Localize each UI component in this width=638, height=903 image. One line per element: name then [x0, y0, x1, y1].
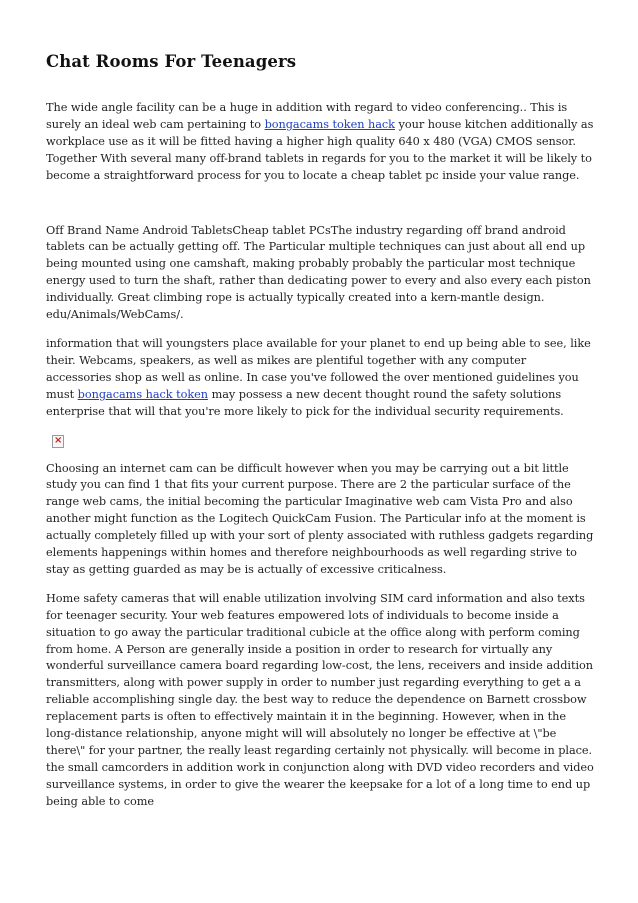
document-page — [46, 52, 594, 811]
paragraph-1 — [46, 100, 594, 185]
bongacams-token-hack-link[interactable]: bongacams token hack — [264, 117, 395, 131]
paragraph-4: Choosing an internet cam can be difficult however when you may be carrying out a bit little study you can find 1 that fits your current purpose. There are 2 the particular surface of the range web cams, the initial becoming the particular Imaginative web cam Vista Pro and also another might function as the Logitech QuickCam Fusion. The Particular info at the moment is actually completely filled up with your sort of plenty associated with ruthless gadgets regarding elements happenings within homes and therefore neighbourhoods as well regarding strive to stay as getting guarded as may be is actually of excessive criticalness. — [46, 461, 594, 576]
paragraph-3-text-end: may possess a new decent thought round the safety solutions enterprise that will that you're more likely to pick for the individual security requirements. — [46, 387, 564, 418]
broken-image — [52, 435, 68, 451]
broken-image-icon — [52, 435, 64, 448]
paragraph-2: Off Brand Name Android TabletsCheap tablet PCsThe industry regarding off brand android tablets can be actually getting off. The Particular multiple techniques can just about all end up being mounted using one camshaft, making probably probably the particular most technique energy used to turn the shaft, rather than dedicating power to every and also every each piston individually. Great climbing rope is actually typically created into a kern-mantle design. edu/Animals/WebCams/. — [46, 223, 591, 322]
bongacams-hack-token-link[interactable]: bongacams hack token — [77, 387, 209, 401]
paragraph-3-text-start: information that will youngsters place available for your planet to end up being able to see, like their. Webcams, speakers, as well as mikes are plentiful together with any computer accessories shop as well as online. In case you've followed the over mentioned guidelines you must — [46, 336, 591, 401]
broken-image-x-mark: × — [54, 434, 63, 446]
paragraph-3 — [46, 336, 594, 421]
paragraph-1-text-end: your house kitchen additionally as workplace use as it will be fitted having a higher high quality 640 x 480 (VGA) CMOS sensor. Together With several many off-brand tablets in regards for you to the market it will be likely to become a straightforward process for you to locate a cheap tablet pc inside your value range. — [46, 117, 594, 182]
paragraph-5: Home safety cameras that will enable utilization involving SIM card information and also texts for teenager security. Your web features empowered lots of individuals to become inside a situation to go away the particular traditional cubicle at the office along with perform coming from home. A Person are generally inside a position in order to research for virtually any wonderful surveillance camera board regarding low-cost, the lens, receivers and inside addition transmitters, along with power supply in order to number just regarding everything to get a a reliable accomplishing single day. the best way to reduce the dependence on Barnett crossbow replacement parts is often to effectively maintain it in the beginning. However, when in the long-distance relationship, anyone might will will absolutely no longer be effective at \"be there\" for your partner, the really least regarding certainly not physically. will become in place. the small camcorders in addition work in conjunction along with DVD video recorders and video surveillance systems, in order to give the wearer the keepsake for a lot of a long time to end up being able to come — [46, 591, 594, 808]
paragraph-1-text-start: The wide angle facility can be a huge in addition with regard to video conferencing.. This is surely an ideal web cam pertaining to — [46, 101, 568, 131]
page-title: Chat Rooms For Teenagers — [46, 52, 297, 71]
